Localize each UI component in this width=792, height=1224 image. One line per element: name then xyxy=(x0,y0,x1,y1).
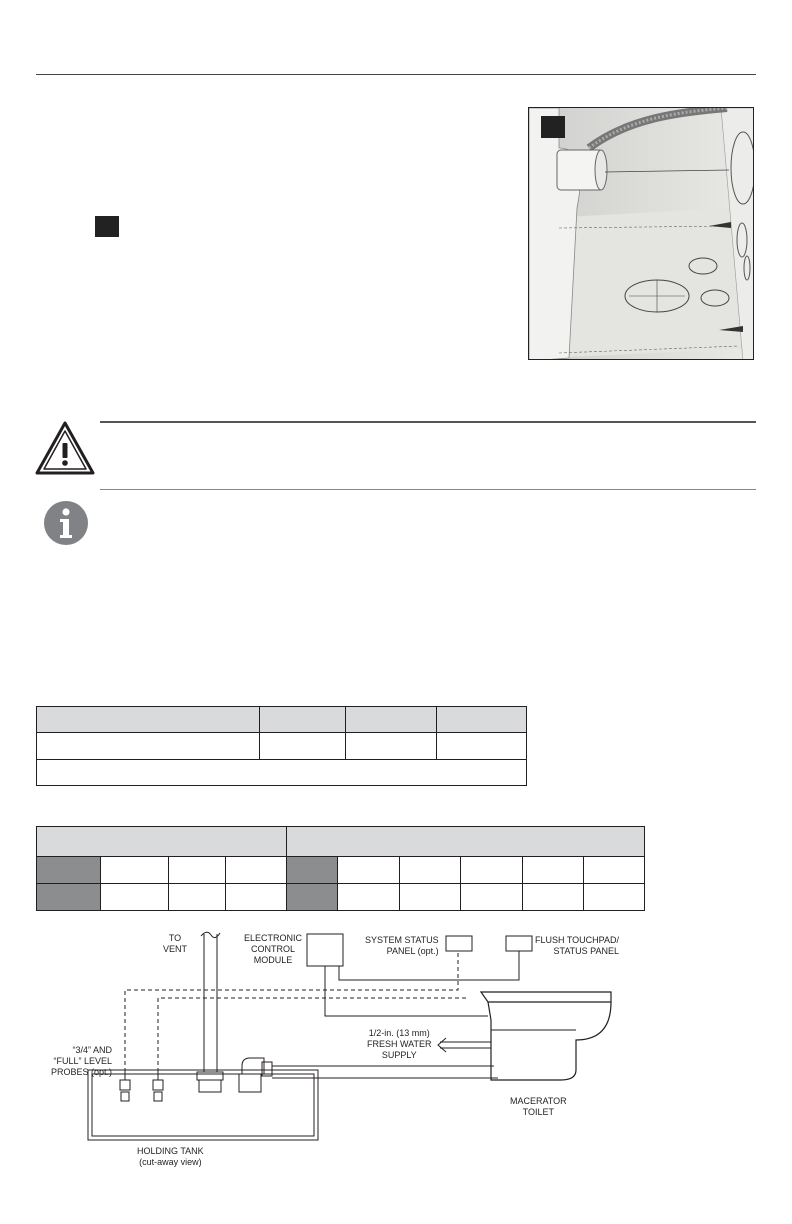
table-cell xyxy=(338,857,400,884)
spec-table-2 xyxy=(36,826,645,911)
table-cell xyxy=(437,733,527,760)
label-toilet: MACERATOR TOILET xyxy=(510,1096,567,1117)
table-row xyxy=(37,760,527,786)
table-cell xyxy=(400,884,461,911)
table-cell xyxy=(346,733,437,760)
table-header-cell xyxy=(437,707,527,733)
table-group-header xyxy=(286,827,644,857)
info-icon xyxy=(43,500,89,546)
table-cell xyxy=(584,857,645,884)
table-cell xyxy=(461,857,523,884)
spec-table-1 xyxy=(36,706,527,786)
table-row xyxy=(37,733,527,760)
table-row xyxy=(37,857,645,884)
label-touchpad: FLUSH TOUCHPAD/ STATUS PANEL xyxy=(535,935,620,956)
table-group-header xyxy=(37,827,287,857)
table-cell xyxy=(523,884,584,911)
table-cell xyxy=(461,884,523,911)
label-status-panel: SYSTEM STATUS PANEL (opt.) xyxy=(365,935,439,956)
photo-illustration xyxy=(529,108,754,360)
table-cell xyxy=(400,857,461,884)
table-header-row xyxy=(37,827,645,857)
warning-rule xyxy=(100,421,756,423)
table-cell xyxy=(259,733,346,760)
table-cell xyxy=(37,733,260,760)
label-holding-tank: HOLDING TANK (cut-away view) xyxy=(137,1146,204,1167)
table-header-cell xyxy=(259,707,346,733)
label-fresh-water: 1/2-in. (13 mm) FRESH WATER SUPPLY xyxy=(367,1028,432,1060)
table-cell xyxy=(338,884,400,911)
step-number-badge xyxy=(95,216,119,237)
table-cell xyxy=(225,884,286,911)
table-row-header xyxy=(37,884,101,911)
label-ecm: ELECTRONIC CONTROL MODULE xyxy=(244,933,303,965)
label-probes: “3/4” AND “FULL” LEVEL PROBES (opt.) xyxy=(51,1045,113,1077)
table-row xyxy=(37,884,645,911)
table-cell xyxy=(168,857,225,884)
system-diagram-drawing xyxy=(36,920,622,1170)
system-diagram xyxy=(36,920,622,1170)
table-cell xyxy=(100,884,168,911)
label-to-vent: TO VENT xyxy=(163,933,188,954)
warning-triangle-icon xyxy=(35,421,95,475)
header-rule xyxy=(36,74,756,75)
table-header-cell xyxy=(37,707,260,733)
table-cell xyxy=(100,857,168,884)
installation-photo xyxy=(528,107,754,360)
table-header-cell xyxy=(346,707,437,733)
table-cell xyxy=(523,857,584,884)
table-cell xyxy=(584,884,645,911)
table-note-cell xyxy=(37,760,527,786)
ecm-box xyxy=(307,934,343,966)
table-header-row xyxy=(37,707,527,733)
table-cell xyxy=(168,884,225,911)
table-row-header xyxy=(286,857,338,884)
table-row-header xyxy=(286,884,338,911)
table-cell xyxy=(225,857,286,884)
photo-number-badge xyxy=(541,116,565,138)
table-row-header xyxy=(37,857,101,884)
info-rule xyxy=(100,489,756,490)
